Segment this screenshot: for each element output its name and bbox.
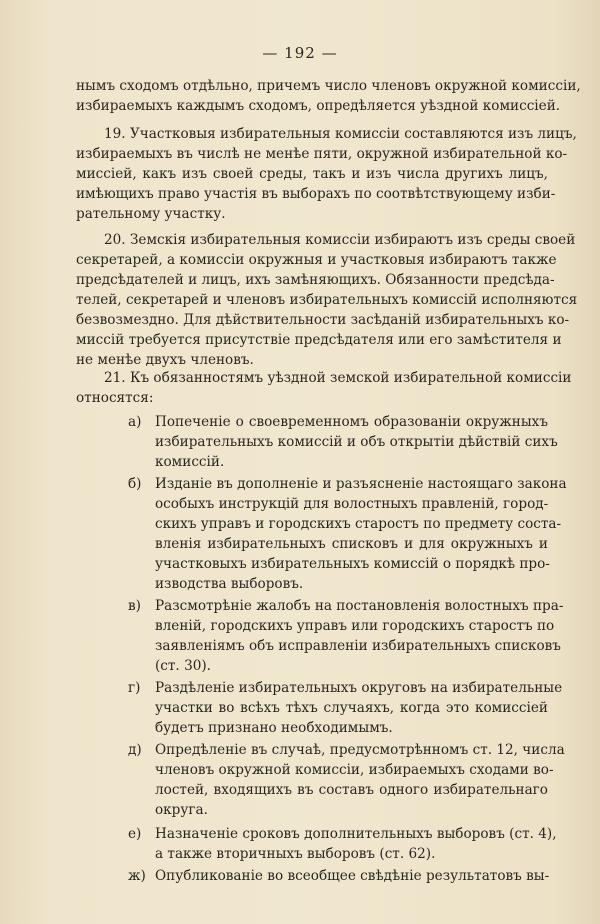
item-label: е) [128, 826, 142, 842]
item-line: лостей, входящихъ въ составъ одного избирательнаго [155, 782, 548, 798]
item-line: Разсмотрѣніе жалобъ на постановленія волостныхъ пра- [155, 598, 564, 614]
text-line: миссій требуется присутствіе предсѣдателя или его замѣстителя и [76, 332, 562, 348]
item-line: будетъ признано необходимымъ. [155, 720, 393, 736]
item-line: (ст. 30). [155, 658, 212, 674]
text-line: рательному участку. [76, 206, 226, 222]
item-line: вленія избирательныхъ списковъ и для окружныхъ и [155, 536, 548, 552]
item-line: округа. [155, 802, 208, 818]
text-line: предсѣдателей и лицъ, ихъ замѣняющихъ. Обязанности предсѣда- [76, 272, 555, 288]
item-line: участки во всѣхъ тѣхъ случаяхъ, когда это комиссіей [155, 700, 548, 716]
item-line: Опубликованіе во всеобщее свѣдѣніе результатовъ вы- [155, 868, 550, 884]
item-line: Опредѣленіе въ случаѣ, предусмотрѣнномъ ст. 12, числа [155, 742, 565, 758]
item-line: Назначеніе сроковъ дополнительныхъ выборовъ (ст. 4), [155, 826, 557, 842]
item-line: заявленіямъ объ исправленіи избирательныхъ списковъ [155, 638, 561, 654]
item-line: комиссій. [155, 454, 225, 470]
item-line: вленій, городскихъ управъ или городскихъ старостъ по [155, 618, 555, 634]
text-line: 21. Къ обязанностямъ уѣздной земской избирательной комиссіи [104, 370, 572, 386]
item-line: членовъ окружной комиссіи, избираемыхъ сходами во- [155, 762, 554, 778]
item-line: Изданіе въ дополненіе и разъясненіе настоящаго закона [155, 476, 567, 492]
item-label: г) [128, 680, 141, 696]
item-label: д) [128, 742, 142, 758]
text-line: 19. Участковыя избирательныя комиссіи составляются изъ лицъ, [104, 126, 577, 142]
item-line: а также вторичныхъ выборовъ (ст. 62). [155, 846, 436, 862]
item-label: ж) [128, 868, 146, 884]
item-line: Раздѣленіе избирательныхъ округовъ на избирательные [155, 680, 563, 696]
item-label: в) [128, 598, 141, 614]
text-line: нымъ сходомъ отдѣльно, причемъ число членовъ окружной комиссіи, [76, 78, 581, 94]
item-line: изводства выборовъ. [155, 576, 304, 592]
page-number: — 192 — [262, 44, 338, 62]
item-line: участковыхъ избирательныхъ комиссій о порядкѣ про- [155, 556, 550, 572]
text-line: миссіей, какъ изъ своей среды, такъ и изъ числа другихъ лицъ, [76, 166, 548, 182]
text-line: секретарей, а комиссіи окружныя и участковыя избираютъ также [76, 252, 557, 268]
item-line: особыхъ инструкцій для волостныхъ правленій, город- [155, 496, 549, 512]
item-label: а) [128, 414, 142, 430]
text-line: не менѣе двухъ членовъ. [76, 352, 254, 368]
text-line: 20. Земскія избирательныя комиссіи избираютъ изъ среды своей [104, 232, 576, 248]
text-line: безвозмездно. Для дѣйствительности засѣданій избирательныхъ ко- [76, 312, 570, 328]
text-line: относятся: [76, 390, 154, 406]
text-line: имѣющихъ право участія въ выборахъ по соотвѣтствующему изби- [76, 186, 556, 202]
text-line: избираемыхъ въ числѣ не менѣе пяти, окружной избирательной ко- [76, 146, 568, 162]
item-label: б) [128, 476, 142, 492]
text-line: телей, секретарей и членовъ избирательныхъ комиссій исполняются [76, 292, 578, 308]
item-line: скихъ управъ и городскихъ старостъ по предмету соста- [155, 516, 562, 532]
item-line: Попеченіе о своевременномъ образованіи окружныхъ [155, 414, 548, 430]
text-line: избираемыхъ каждымъ сходомъ, опредѣляется уѣздной комиссіей. [76, 98, 561, 114]
item-line: избирательныхъ комиссій и объ открытіи дѣйствій сихъ [155, 434, 558, 450]
